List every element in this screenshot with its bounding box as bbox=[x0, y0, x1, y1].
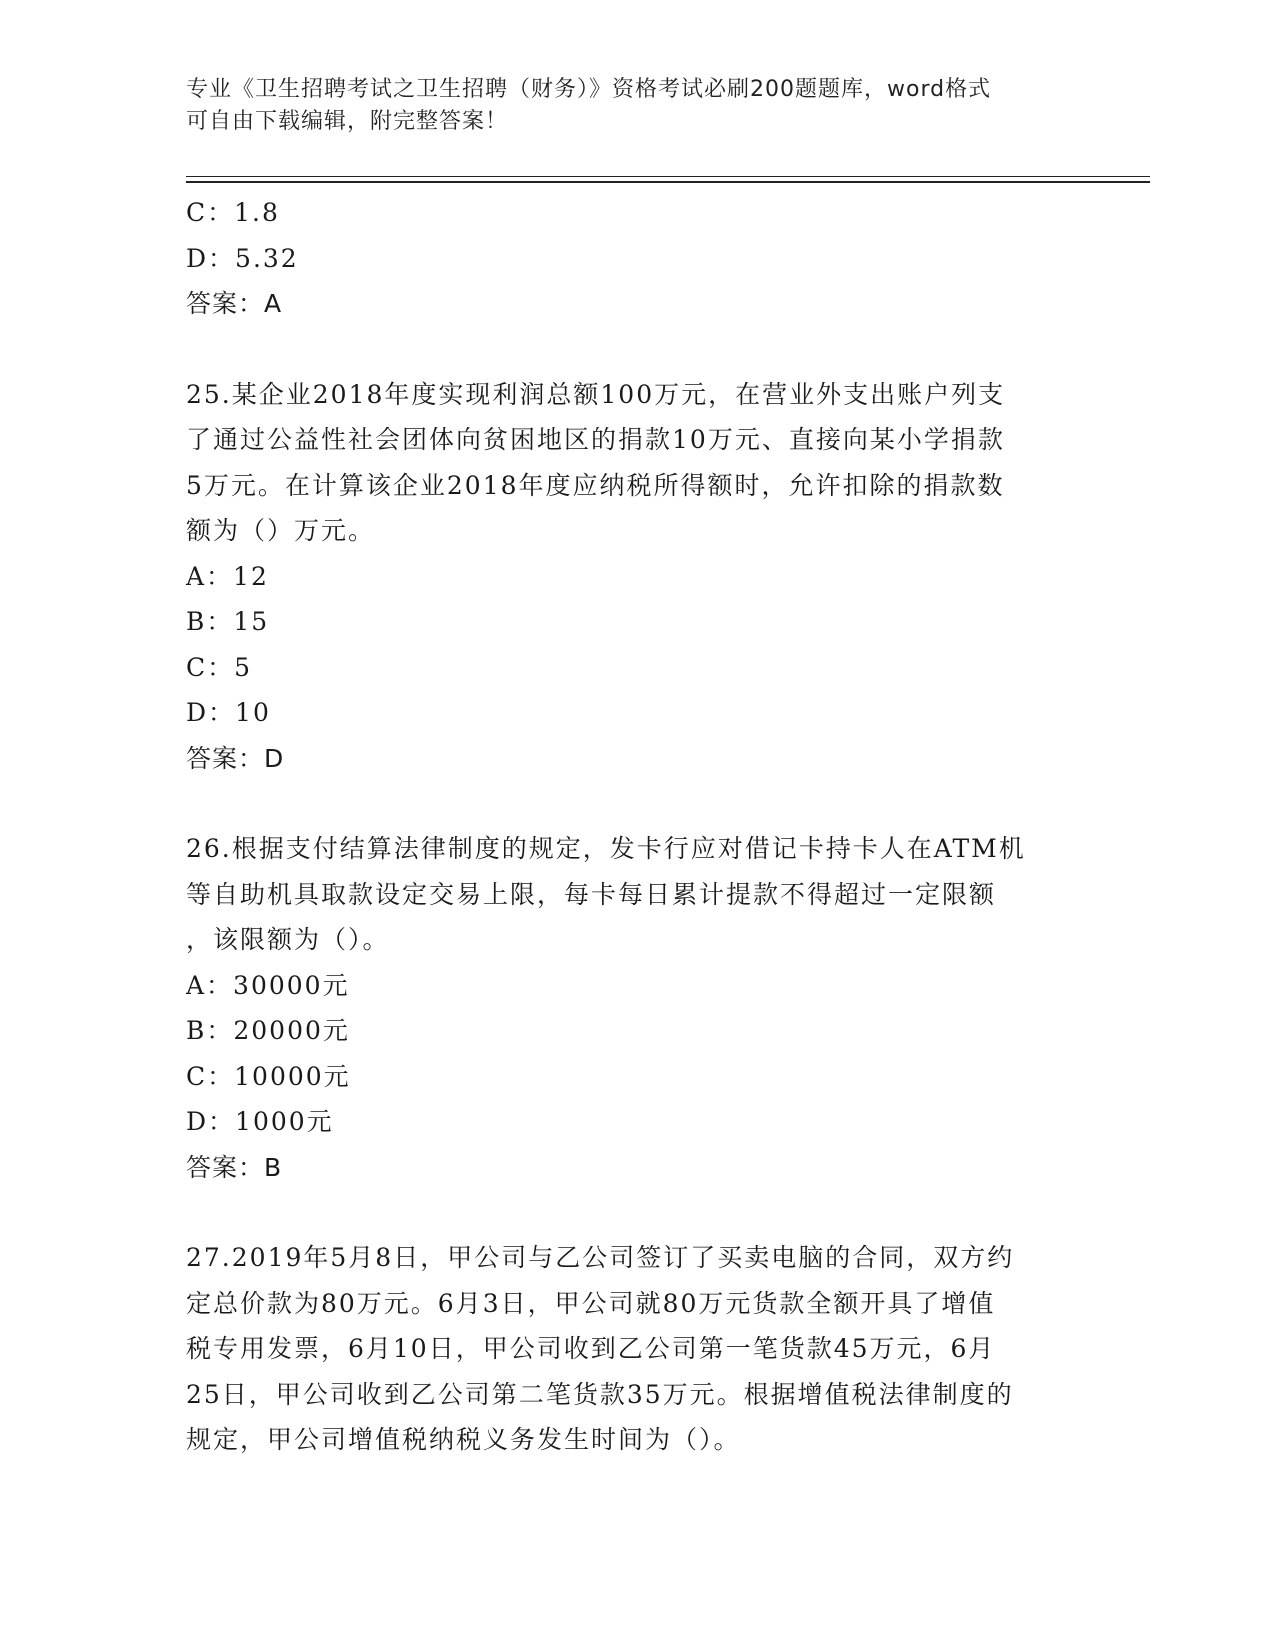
spacer bbox=[186, 327, 1086, 372]
option-c: C：10000元 bbox=[186, 1061, 351, 1091]
option-d: D：5.32 bbox=[186, 243, 299, 273]
answer-line: 答案：B bbox=[186, 1152, 283, 1182]
question-text-line: 税专用发票，6月10日，甲公司收到乙公司第一笔货款45万元，6月 bbox=[186, 1334, 996, 1363]
option-c: C：1.8 bbox=[186, 198, 280, 227]
option-a: A：30000元 bbox=[186, 970, 350, 1000]
question-text-line: 25日，甲公司收到乙公司第二笔货款35万元。根据增值税法律制度的 bbox=[186, 1379, 1014, 1409]
option-b: B：15 bbox=[186, 607, 270, 636]
question-text-line: 了通过公益性社会团体向贫困地区的捐款10万元、直接向某小学捐款 bbox=[186, 425, 1005, 454]
question-text-line: ，该限额为（）。 bbox=[186, 925, 390, 954]
question-text-line: 26.根据支付结算法律制度的规定，发卡行应对借记卡持卡人在ATM机 bbox=[186, 834, 1026, 863]
header-divider-thin bbox=[186, 176, 1150, 177]
option-d: D：1000元 bbox=[186, 1107, 334, 1136]
header-divider-thick bbox=[186, 181, 1150, 183]
question-text-line: 25.某企业2018年度实现利润总额100万元，在营业外支出账户列支 bbox=[186, 379, 1006, 409]
question-text-line: 额为（）万元。 bbox=[186, 516, 376, 545]
question-26 bbox=[186, 826, 1086, 1190]
question-text-line: 5万元。在计算该企业2018年度应纳税所得额时，允许扣除的捐款数 bbox=[186, 470, 1005, 500]
question-25 bbox=[186, 372, 1086, 782]
header-title-line-1: 专业《卫生招聘考试之卫生招聘（财务）》资格考试必刷200题题库，word格式 bbox=[186, 77, 992, 102]
question-text-line: 定总价款为80万元。6月3日，甲公司就80万元货款全额开具了增值 bbox=[186, 1288, 996, 1318]
question-text-line: 27.2019年5月8日，甲公司与乙公司签订了买卖电脑的合同，双方约 bbox=[186, 1243, 1015, 1272]
question-24-tail bbox=[186, 190, 1086, 327]
answer-line: 答案：A bbox=[186, 289, 283, 318]
spacer bbox=[186, 781, 1086, 826]
option-c: C：5 bbox=[186, 652, 253, 682]
option-d: D：10 bbox=[186, 698, 271, 727]
question-text-line: 规定，甲公司增值税纳税义务发生时间为（）。 bbox=[186, 1425, 741, 1454]
question-text-line: 等自助机具取款设定交易上限，每卡每日累计提款不得超过一定限额 bbox=[186, 879, 997, 909]
header-title-line-2: 可自由下载编辑，附完整答案！ bbox=[186, 109, 509, 134]
answer-line: 答案：D bbox=[186, 743, 285, 773]
question-27 bbox=[186, 1235, 1086, 1463]
spacer bbox=[186, 1190, 1086, 1235]
page-header bbox=[186, 74, 1066, 138]
question-content bbox=[186, 190, 1086, 1463]
option-a: A：12 bbox=[186, 561, 269, 591]
option-b: B：20000元 bbox=[186, 1016, 350, 1045]
